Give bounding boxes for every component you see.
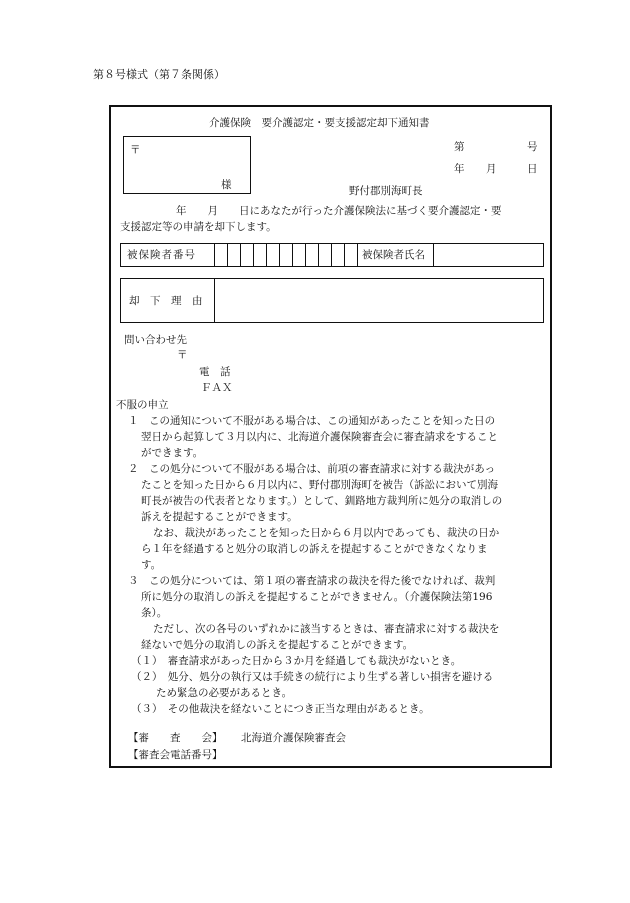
appeal-heading: 不服の申立 xyxy=(116,399,169,411)
appeal-item3-line2: 所に処分の取消しの訴えを提起することができません。（介護保険法第196 xyxy=(141,591,493,603)
date-year: 年 xyxy=(454,163,465,175)
review-board-label: 【審 査 会】 xyxy=(128,732,223,744)
date-month: 月 xyxy=(486,163,497,175)
address-postal-mark: 〒 xyxy=(130,144,141,156)
appeal-item3-line5: 経ないで処分の取消しの訴えを提起することができます。 xyxy=(141,639,414,651)
intro-line-2: 支援認定等の申請を却下します。 xyxy=(120,221,277,233)
appeal-item2-line1: ２ この処分について不服がある場合は、前項の審査請求に対する裁決があっ xyxy=(128,463,496,475)
insured-row xyxy=(120,243,544,267)
insured-name-label: 被保険者氏名 xyxy=(362,249,425,261)
contact-phone-label: 電 話 xyxy=(199,366,231,378)
address-honorific: 様 xyxy=(221,179,232,191)
insured-number-label: 被保険者番号 xyxy=(127,249,196,261)
contact-fax-label: ＦＡＸ xyxy=(201,382,233,394)
appeal-item2-line3: 町長が被告の代表者となります。）として、釧路地方裁判所に処分の取消しの xyxy=(141,495,503,507)
appeal-item1-line1: １ この通知について不服がある場合は、この通知があったことを知った日の xyxy=(128,415,496,427)
appeal-item3-sub3: （３） その他裁決を経ないことにつき正当な理由があるとき。 xyxy=(131,703,430,715)
review-board-value: 北海道介護保険審査会 xyxy=(241,732,346,744)
appeal-item2-line4: 訴えを提起することができます。 xyxy=(141,511,298,523)
appeal-item3-sub2-line2: ため緊急の必要があるとき。 xyxy=(156,687,293,699)
appeal-item2-line2: たことを知った日から６月以内に、野付郡別海町を被告（訴訟において別海 xyxy=(141,479,498,491)
appeal-item2-line6: ら１年を経過すると処分の取消しの訴えを提起することができなくなりま xyxy=(141,543,488,555)
reason-row xyxy=(120,278,544,323)
document-title: 介護保険 要介護認定・要支援認定却下通知書 xyxy=(209,117,430,129)
appeal-item2-line7: す。 xyxy=(141,559,162,571)
review-board-phone-label: 【審査会電話番号】 xyxy=(128,749,223,761)
reason-label: 却 下 理 由 xyxy=(129,295,203,307)
intro-line-1: 年 月 日にあなたが行った介護保険法に基づく要介護認定・要 xyxy=(176,205,502,217)
appeal-item3-sub1: （１） 審査請求があった日から３か月を経過しても裁決がないとき。 xyxy=(131,655,462,667)
issuer-name: 野付郡別海町長 xyxy=(349,185,423,197)
notice-frame xyxy=(109,105,552,768)
appeal-item3-line4: ただし、次の各号のいずれかに該当するときは、審査請求に対する裁決を xyxy=(153,623,500,635)
contact-postal-mark: 〒 xyxy=(177,349,188,361)
date-day: 日 xyxy=(527,163,538,175)
appeal-item1-line2: 翌日から起算して３月以内に、北海道介護保険審査会に審査請求をすること xyxy=(141,431,498,443)
intro-text xyxy=(120,203,502,235)
appeal-item3-sub2-line1: （２） 処分、処分の執行又は手続きの続行により生ずる著しい損害を避ける xyxy=(131,671,494,683)
appeal-item3-line3: 条）。 xyxy=(141,607,168,619)
appeal-section xyxy=(116,397,502,717)
appeal-item1-line3: ができます。 xyxy=(141,447,204,459)
address-box xyxy=(123,136,251,194)
number-suffix: 号 xyxy=(527,141,538,153)
number-prefix: 第 xyxy=(454,141,465,153)
appeal-item3-line1: ３ この処分については、第１項の審査請求の裁決を得た後でなければ、裁判 xyxy=(128,575,496,587)
contact-heading: 問い合わせ先 xyxy=(124,334,187,346)
appeal-item2-line5: なお、裁決があったことを知った日から６月以内であっても、裁決の日か xyxy=(153,527,500,539)
form-number-label: 第８号様式（第７条関係） xyxy=(93,68,225,81)
